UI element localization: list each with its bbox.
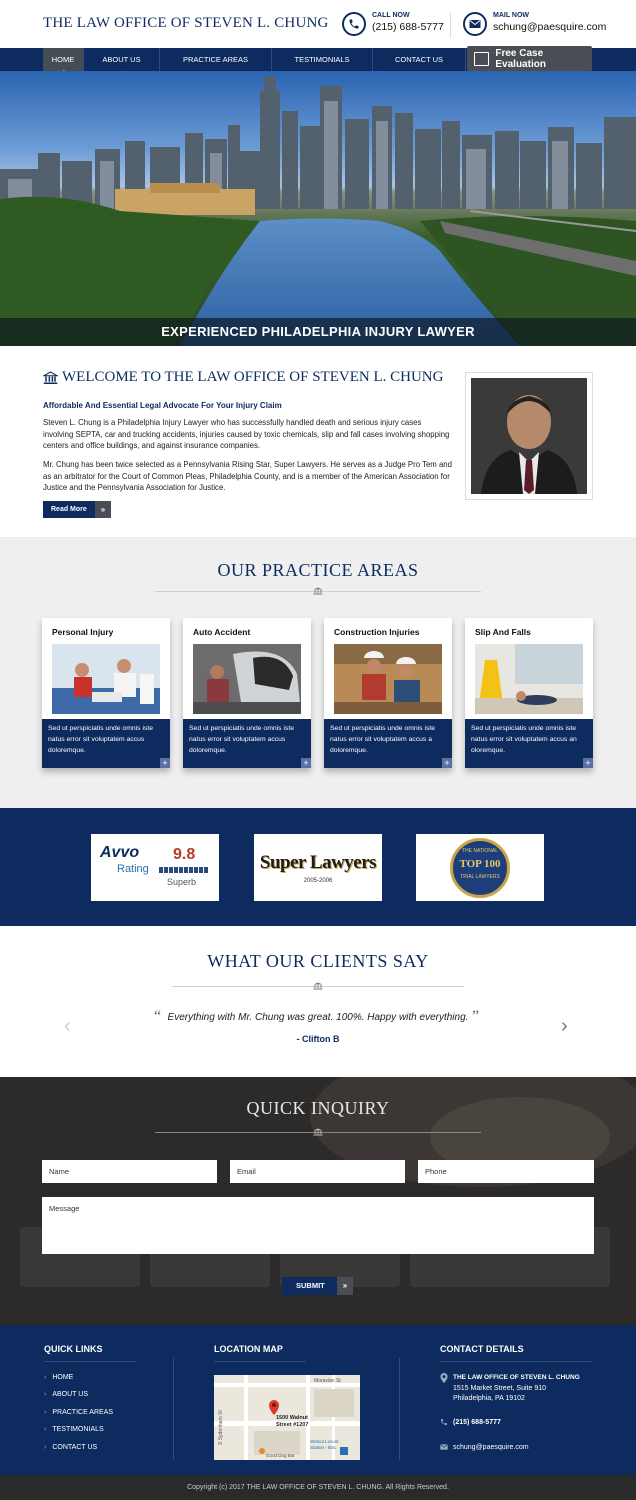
double-chevron-right-icon: » [95,501,111,518]
footer-link-practice-areas[interactable] [44,1409,113,1416]
card-title: Construction Injuries [334,627,420,637]
slip-and-falls-image [475,644,583,714]
submit-label: SUBMIT [296,1281,325,1290]
practice-areas-title: OUR PRACTICE AREAS [217,560,419,580]
free-case-evaluation-label: Free Case Evaluation [495,47,546,70]
map-station-label: Walnut Locust Station - BSL [310,1439,339,1450]
nav-contact-us[interactable]: CONTACT US [373,48,466,71]
quick-links-title: QUICK LINKS [44,1344,103,1354]
link-label: HOME [52,1374,74,1381]
super-lawyers-badge[interactable] [254,834,382,901]
personal-injury-image [52,644,160,714]
top-100-line1: THE NATIONAL [461,848,499,854]
courthouse-icon [313,1128,323,1136]
plus-icon[interactable]: + [160,758,170,768]
hero-caption: EXPERIENCED PHILADELPHIA INJURY LAWYER [0,318,636,346]
top-100-trial-lawyers-badge[interactable] [416,834,544,901]
footer-link-about-us[interactable] [44,1391,88,1398]
quick-inquiry-title: QUICK INQUIRY [246,1098,390,1118]
super-lawyers-years: 2005-2006 [303,878,333,884]
practice-card-construction-injuries[interactable] [324,618,452,768]
read-more-label: Read More [51,506,87,513]
map-street-label: Moravian St [314,1378,341,1384]
open-quote-icon: “ [154,1008,162,1025]
practice-card-personal-injury[interactable] [42,618,170,768]
nav-about-us[interactable]: ABOUT US [84,48,160,71]
call-now-label: CALL NOW [372,12,410,19]
contact-details-title: CONTACT DETAILS [440,1344,524,1354]
testimonial-quote: Everything with Mr. Chung was great. 100%. Happy with everything. [167,1012,469,1023]
email-address[interactable]: schung@paesquire.com [493,21,607,33]
nav-practice-areas[interactable]: PRACTICE AREAS [160,48,272,71]
phone-icon [440,1418,448,1428]
super-lawyers-logo: Super Lawyers [259,852,377,873]
welcome-title [43,369,443,386]
card-description: Sed ut perspiciatis unde omnis iste natus error sit voluptatem accus doloremque. [42,719,170,768]
location-map-title: LOCATION MAP [214,1344,283,1354]
link-label: ABOUT US [52,1391,88,1398]
card-description: Sed ut perspiciatis unde omnis iste natus error sit voluptatem accus an oloremque. [465,719,593,768]
courthouse-icon [313,587,323,595]
testimonials-title: WHAT OUR CLIENTS SAY [207,951,429,971]
avvo-rating-bar [159,867,209,873]
card-description: Sed ut perspiciatis unde omnis iste natus error sit voluptatem accus doloremque. [183,719,311,768]
mail-icon [440,1443,448,1452]
header-divider [450,12,451,38]
construction-injuries-image [334,644,442,714]
top-100-line2: TOP 100 [459,858,501,870]
bullet-icon: › [44,1374,47,1381]
site-title[interactable]: THE LAW OFFICE OF STEVEN L. CHUNG [43,15,329,31]
bullet-icon: › [44,1409,47,1416]
link-label: TESTIMONIALS [52,1426,104,1433]
awards-section [0,808,636,926]
footer-column-divider [173,1358,174,1460]
double-chevron-right-icon: » [337,1277,353,1295]
map-street-label: S Sydenham St [218,1410,224,1445]
bullet-icon: › [44,1444,47,1451]
bullet-icon: › [44,1426,47,1433]
city-skyline-image [0,71,636,346]
location-pin-icon [440,1373,448,1385]
read-more-button[interactable] [43,501,111,518]
close-quote-icon: ” [472,1008,480,1025]
copyright-bar: Copyright (c) 2017 THE LAW OFFICE OF STEVEN L. CHUNG. All Rights Reserved. [0,1475,636,1500]
avvo-grade: Superb [167,877,197,887]
footer-address-line1: 1515 Market Street, Suite 910 [453,1385,546,1392]
practice-card-auto-accident[interactable] [183,618,311,768]
mail-now-block[interactable] [463,11,607,39]
footer-link-contact-us[interactable] [44,1444,97,1451]
welcome-subtitle: Affordable And Essential Legal Advocate For Your Injury Claim [43,401,282,410]
email-field[interactable]: Email [230,1160,405,1183]
phone-number[interactable]: (215) 688-5777 [372,21,444,33]
plus-icon[interactable]: + [583,758,593,768]
plus-icon[interactable]: + [301,758,311,768]
location-map[interactable] [214,1375,360,1460]
footer-rule [44,1361,136,1362]
practice-areas-section [0,537,636,808]
card-title: Personal Injury [52,627,114,637]
avvo-logo: Avvo [100,844,140,861]
free-case-evaluation-button[interactable] [467,46,592,71]
welcome-paragraph-1: Steven L. Chung is a Philadelphia Injury Lawyer who has successfully handled death and serious injury cases involving SEPTA, car and trucking accidents, injuries caused by toxic chemicals, slip and fall cases involving shopping centers and office buildings, and against insurance companies. [43,418,450,451]
map-poi-label: Good Dog Bar [266,1453,295,1458]
attorney-photo [471,378,587,494]
hero-banner [0,71,636,346]
chevron-right-icon[interactable]: › [561,1015,568,1037]
link-label: PRACTICE AREAS [52,1409,114,1416]
courthouse-icon [313,982,323,990]
card-title: Auto Accident [193,627,251,637]
call-now-block[interactable] [342,11,446,39]
message-field[interactable]: Message [42,1197,594,1254]
footer-rule [214,1361,306,1362]
footer-column-divider [399,1358,400,1460]
submit-button[interactable] [282,1277,353,1295]
footer-rule [440,1361,592,1362]
map-address-label: 1500 Walnut Street #1207 [276,1415,309,1428]
avvo-score: 9.8 [173,846,196,863]
phone-field[interactable]: Phone [418,1160,594,1183]
mail-icon [463,12,487,36]
footer-email[interactable]: schung@paesquire.com [453,1444,529,1451]
avvo-rating-badge[interactable] [91,834,219,901]
welcome-paragraph-2: Mr. Chung has been twice selected as a Pennsylvania Rising Star, Super Lawyers. He serves as a Judge Pro Tem and as an arbitrator for the Court of Common Pleas, Philadelphia County, and is a member of the American Association for Justice and the Pennsylvania Association for Justice. [43,460,452,493]
bullet-icon: › [44,1391,47,1398]
avvo-rating-label: Rating [117,863,149,875]
practice-card-slip-and-falls[interactable] [465,618,593,768]
testimonial-author: - Clifton B [296,1034,340,1044]
footer-address-line2: Philadelphia, PA 19102 [453,1395,525,1402]
chevron-left-icon[interactable]: ‹ [64,1015,71,1037]
mail-now-label: MAIL NOW [493,12,530,19]
top-100-line3: TRIAL LAWYERS [460,874,500,880]
card-title: Slip And Falls [475,627,531,637]
auto-accident-image [193,644,301,714]
plus-icon[interactable]: + [442,758,452,768]
attorney-portrait [465,372,593,500]
edit-icon [474,52,489,66]
welcome-title-text: WELCOME TO THE LAW OFFICE OF STEVEN L. CHUNG [62,369,444,385]
courthouse-icon [43,371,58,385]
site-header [0,0,636,48]
nav-testimonials[interactable]: TESTIMONIALS [272,48,373,71]
footer-link-testimonials[interactable] [44,1426,104,1433]
footer-phone[interactable]: (215) 688-5777 [453,1419,501,1426]
name-field[interactable]: Name [42,1160,217,1183]
footer-firm-name: THE LAW OFFICE OF STEVEN L. CHUNG [453,1374,580,1381]
footer-link-home[interactable] [44,1374,73,1381]
link-label: CONTACT US [52,1444,98,1451]
phone-icon [342,12,366,36]
card-description: Sed ut perspiciatis unde omnis iste natus error sit voluptatem accus a doloremque. [324,719,452,768]
nav-home[interactable]: HOME [43,48,84,71]
